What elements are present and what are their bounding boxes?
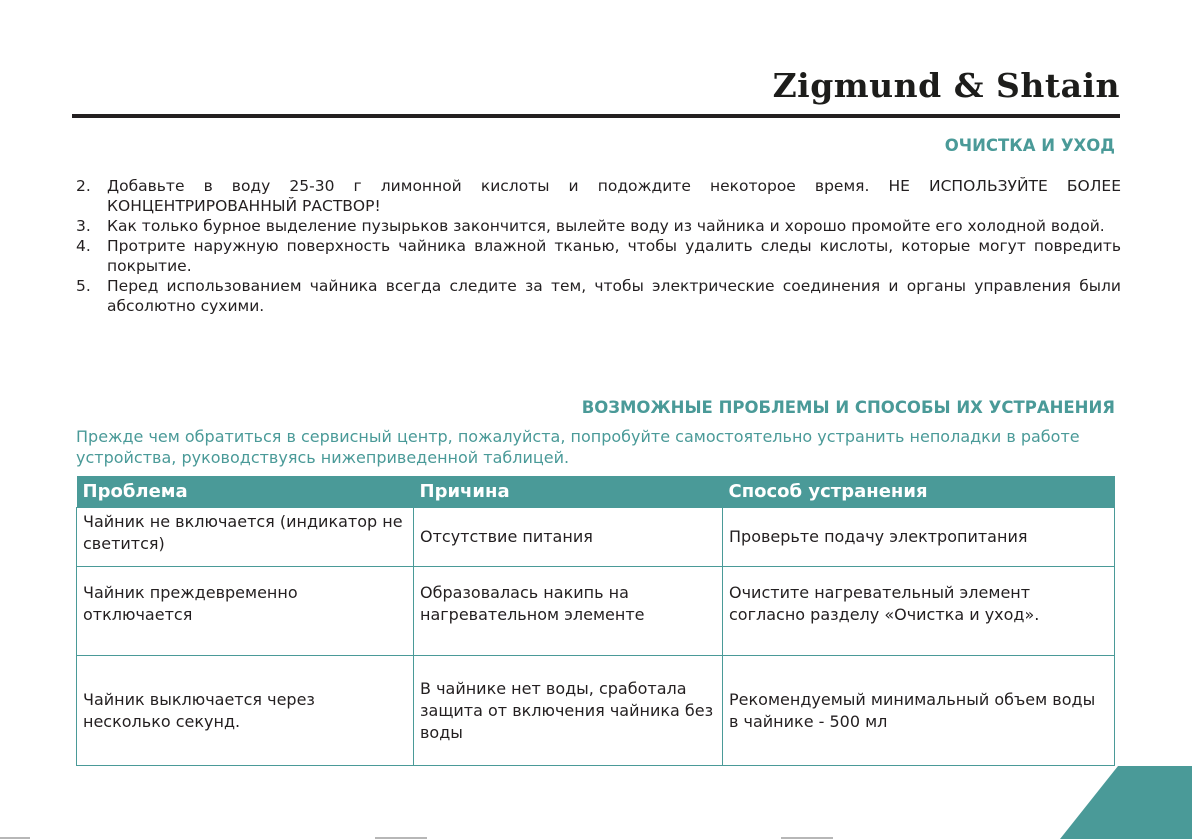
cell-solution: Рекомендуемый минимальный объем воды в чайнике - 500 мл bbox=[723, 656, 1115, 766]
troubleshooting-table bbox=[76, 476, 1115, 766]
table-row bbox=[77, 567, 1115, 656]
care-step bbox=[76, 276, 1121, 316]
cell-problem: Чайник выключается через несколько секунд. bbox=[77, 656, 414, 766]
troubleshooting-section-title: ВОЗМОЖНЫЕ ПРОБЛЕМЫ И СПОСОБЫ ИХ УСТРАНЕНИЯ bbox=[581, 398, 1115, 417]
header-problem: Проблема bbox=[77, 476, 414, 508]
cell-cause: В чайнике нет воды, сработала защита от включения чайника без воды bbox=[414, 656, 723, 766]
brand-logo: Zigmund & Shtain bbox=[772, 66, 1120, 105]
care-step bbox=[76, 236, 1121, 276]
step-number: 5. bbox=[76, 277, 91, 295]
header-solution: Способ устранения bbox=[723, 476, 1115, 508]
cell-solution: Очистите нагревательный элемент согласно разделу «Очистка и уход». bbox=[723, 567, 1115, 656]
care-section-title: ОЧИСТКА И УХОД bbox=[944, 136, 1115, 155]
step-number: 3. bbox=[76, 217, 91, 235]
step-number: 4. bbox=[76, 237, 91, 255]
cell-solution: Проверьте подачу электропитания bbox=[723, 508, 1115, 567]
header-rule bbox=[72, 114, 1120, 118]
troubleshooting-intro: Прежде чем обратиться в сервисный центр, пожалуйста, попробуйте самостоятельно устранить неполадки в работе устройства, руководствуясь нижеприведенной таблицей. bbox=[76, 427, 1080, 467]
step-text: Как только бурное выделение пузырьков закончится, вылейте воду из чайника и хорошо промойте его холодной водой. bbox=[107, 217, 1105, 235]
cell-problem: Чайник не включается (индикатор не светится) bbox=[77, 508, 414, 567]
care-step bbox=[76, 216, 1121, 236]
table-row bbox=[77, 508, 1115, 567]
header-cause: Причина bbox=[414, 476, 723, 508]
cell-cause: Отсутствие питания bbox=[414, 508, 723, 567]
step-text: Протрите наружную поверхность чайника влажной тканью, чтобы удалить следы кислоты, которые могут повредить покрытие. bbox=[107, 237, 1121, 275]
cell-cause: Образовалась накипь на нагревательном элементе bbox=[414, 567, 723, 656]
table-row bbox=[77, 656, 1115, 766]
step-text: Перед использованием чайника всегда следите за тем, чтобы электрические соединения и органы управления были абсолютно сухими. bbox=[107, 277, 1121, 315]
cell-problem: Чайник преждевременно отключается bbox=[77, 567, 414, 656]
care-steps-list bbox=[76, 176, 1121, 316]
corner-decoration bbox=[1060, 766, 1192, 839]
care-step bbox=[76, 176, 1121, 216]
step-text: Добавьте в воду 25-30 г лимонной кислоты и подождите некоторое время. НЕ ИСПОЛЬЗУЙТЕ БОЛЕЕ КОНЦЕНТРИРОВАННЫЙ РАСТВОР! bbox=[107, 177, 1121, 215]
table-header-row bbox=[77, 476, 1115, 508]
step-number: 2. bbox=[76, 177, 91, 195]
